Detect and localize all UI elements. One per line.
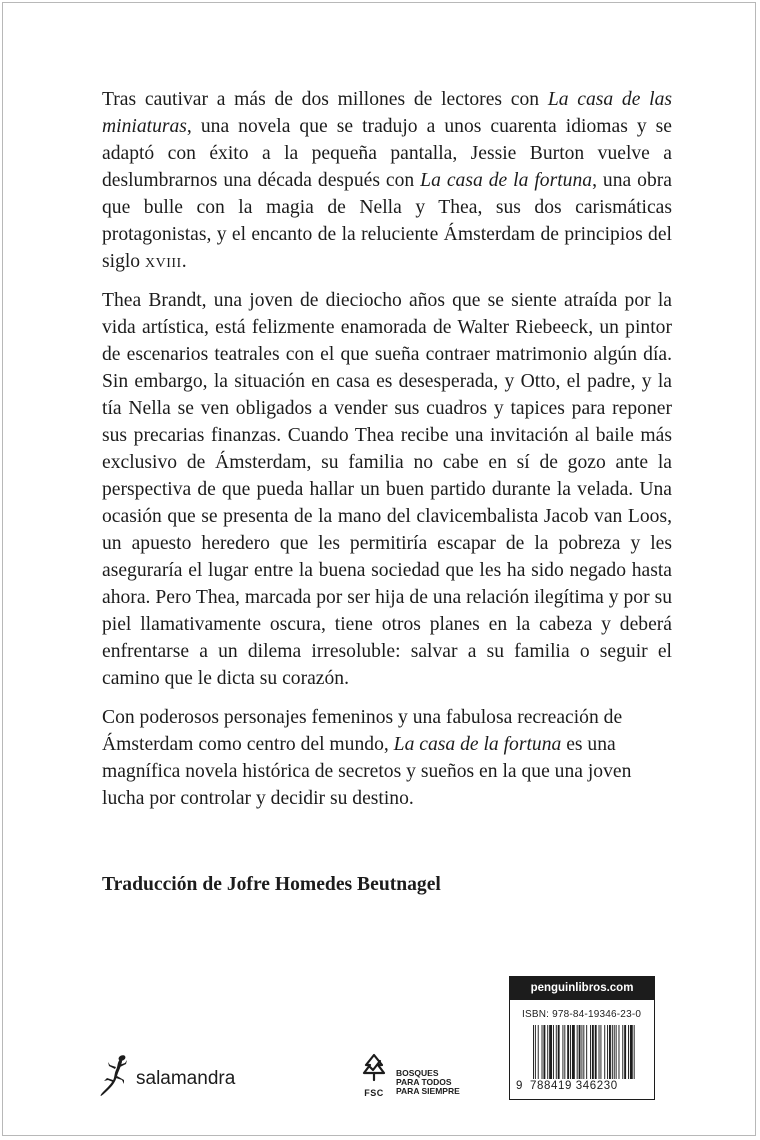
fsc-tagline-line-1: BOSQUES bbox=[396, 1068, 439, 1078]
barcode-bar bbox=[586, 1025, 587, 1079]
blurb-p1-text-b: , una novela que se tradujo a unos cuarenta idiomas y se adaptó con éxito a la pequeña pantalla, Jessie Burton vuelve a deslumbrarnos una década después con bbox=[102, 116, 672, 191]
barcode-bar bbox=[579, 1025, 581, 1079]
barcode-bar bbox=[590, 1025, 591, 1079]
barcode-bar bbox=[628, 1025, 629, 1079]
isbn-barcode-block bbox=[509, 976, 655, 1100]
blurb-paragraph-1 bbox=[102, 86, 672, 275]
barcode-bar bbox=[614, 1025, 615, 1079]
publisher-website: penguinlibros.com bbox=[510, 977, 654, 1000]
isbn-number: ISBN: 978-84-19346-23-0 bbox=[522, 1009, 642, 1020]
barcode-bar bbox=[542, 1025, 543, 1079]
fsc-tagline-line-2: PARA TODOS bbox=[396, 1077, 452, 1087]
barcode-bar bbox=[630, 1025, 633, 1079]
barcode-bar bbox=[595, 1025, 597, 1079]
barcode-lead-digit: 9 bbox=[516, 1080, 523, 1092]
barcode-bar bbox=[553, 1025, 554, 1079]
blurb-p3-text-a: Con poderosos personajes femeninos y una fabulosa recreación de Ámsterdam como centro del mundo, bbox=[102, 707, 623, 755]
barcode-bar bbox=[604, 1025, 605, 1079]
barcode-bar bbox=[556, 1025, 557, 1079]
barcode-bar bbox=[583, 1025, 584, 1079]
barcode-bar bbox=[619, 1025, 620, 1079]
barcode-bar bbox=[547, 1025, 548, 1079]
barcode-bar bbox=[543, 1025, 545, 1079]
publisher-logo bbox=[98, 1050, 235, 1100]
barcode-bar bbox=[581, 1025, 582, 1079]
barcode-bar bbox=[562, 1025, 563, 1079]
blurb-p1-text-d: . bbox=[181, 251, 187, 272]
barcode-bar bbox=[549, 1025, 552, 1079]
barcode-bar bbox=[616, 1025, 617, 1079]
fsc-label: FSC bbox=[364, 1088, 384, 1098]
barcode-bar bbox=[599, 1025, 600, 1079]
century-numeral: xviii bbox=[145, 251, 182, 272]
blurb-paragraph-2: Thea Brandt, una joven de dieciocho años que se siente atraída por la vida artística, está felizmente enamorada de Walter Riebeeck, un pintor de escenarios teatrales con el que sueña contraer matrimonio algún día. Sin embargo, la situación en casa es desesperada, y Otto, el padre, y la tía Nella se ven obligados a vender sus cuadros y tapices para reponer sus precarias finanzas. Cuando Thea recibe una invitación al baile más exclusivo de Ámsterdam, su familia no cabe en sí de gozo ante la perspectiva de que pueda hallar un buen partido durante la velada. Una ocasión que se presenta de la mano del clavicembalista Jacob van Loos, un apuesto heredero que les permitiría escapar de la pobreza y les aseguraría el lugar entre la buena sociedad que les ha sido negado hasta ahora. Pero Thea, marcada por ser hija de una relación ilegítima y por su piel llamativamente oscura, tiene otros planes en la cabeza y deberá enfrentarse a un dilema irresoluble: salvar a su familia o seguir el camino que le dicta su corazón. bbox=[102, 290, 672, 689]
barcode-bar bbox=[624, 1025, 626, 1079]
barcode-digit-groups: 788419 346230 bbox=[530, 1080, 618, 1092]
tree-check-icon bbox=[359, 1052, 389, 1087]
publisher-name: salamandra bbox=[136, 1068, 236, 1089]
salamander-icon bbox=[98, 1053, 132, 1097]
barcode-bar bbox=[634, 1025, 635, 1079]
barcode-bar bbox=[570, 1025, 571, 1079]
back-cover-blurb bbox=[102, 86, 672, 824]
barcode-bar bbox=[609, 1025, 611, 1079]
barcode-bar bbox=[577, 1025, 578, 1079]
fsc-tagline bbox=[396, 1069, 460, 1096]
barcode-bar bbox=[622, 1025, 623, 1079]
fsc-tagline-line-3: PARA SIEMPRE bbox=[396, 1086, 460, 1096]
book-title-previous: La casa de las miniaturas bbox=[102, 89, 673, 137]
barcode bbox=[532, 1025, 636, 1079]
book-title-current-2: La casa de la fortuna bbox=[393, 734, 562, 755]
barcode-bar bbox=[572, 1025, 575, 1079]
blurb-paragraph-3 bbox=[102, 704, 672, 812]
blurb-p3-text-b: es una magnífica novela histórica de secretos y sueños en la que una joven lucha por controlar y decidir su destino. bbox=[102, 734, 632, 809]
barcode-bar bbox=[535, 1025, 536, 1079]
fsc-logo bbox=[357, 1052, 460, 1098]
barcode-bar bbox=[600, 1025, 601, 1079]
barcode-bar bbox=[533, 1025, 534, 1079]
barcode-bar bbox=[567, 1025, 569, 1079]
barcode-bar bbox=[592, 1025, 594, 1079]
barcode-bar bbox=[612, 1025, 613, 1079]
barcode-bar bbox=[564, 1025, 565, 1079]
translator-credit: Traducción de Jofre Homedes Beutnagel bbox=[102, 874, 441, 895]
barcode-bar bbox=[538, 1025, 539, 1079]
barcode-bar bbox=[558, 1025, 560, 1079]
barcode-bar bbox=[607, 1025, 608, 1079]
blurb-p1-text-c: , una obra que bulle con la magia de Nella y Thea, sus dos carismáticas protagonistas, y el encanto de la reluciente Ámsterdam de principios del siglo bbox=[102, 170, 672, 272]
book-title-current: La casa de la fortuna bbox=[420, 170, 593, 191]
blurb-p1-text-a: Tras cautivar a más de dos millones de lectores con bbox=[102, 89, 548, 110]
